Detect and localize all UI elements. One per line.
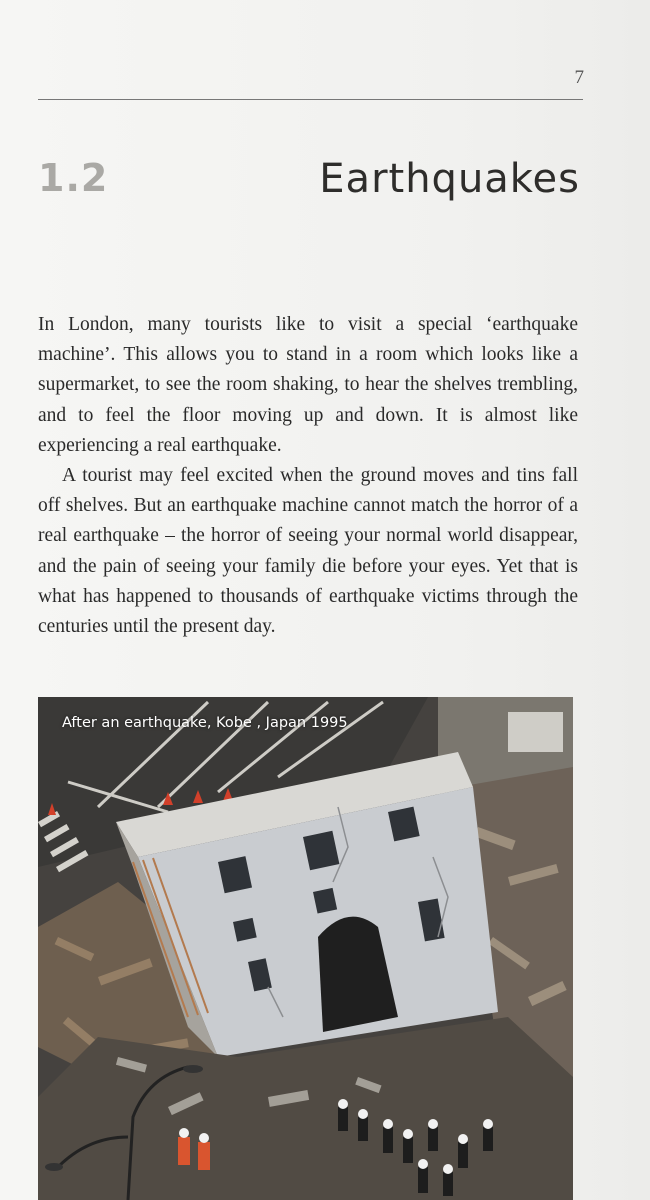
earthquake-photo	[38, 697, 573, 1200]
header-rule	[38, 99, 583, 100]
body-text	[38, 310, 578, 642]
section-title: Earthquakes	[319, 156, 580, 202]
page-number: 7	[574, 67, 584, 88]
photo-caption: After an earthquake, Kobe , Japan 1995	[62, 715, 348, 731]
section-number: 1.2	[38, 156, 109, 200]
paragraph-2: A tourist may feel excited when the ground moves and tins fall off shelves. But an earthquake machine cannot match the horror of a real earthquake – the horror of seeing your normal world disappear, and the pain of seeing your family die before your eyes. Yet that is what has happened to thousands of earthquake victims through the centuries until the present day.	[38, 465, 578, 638]
collapsed-building-illustration	[38, 697, 573, 1200]
paragraph-1: In London, many tourists like to visit a special ‘earthquake machine’. This allows you to stand in a room which looks like a supermarket, to see the room shaking, to hear the shelves trembling, and to feel the floor moving up and down. It is almost like experiencing a real earthquake.	[38, 314, 578, 456]
